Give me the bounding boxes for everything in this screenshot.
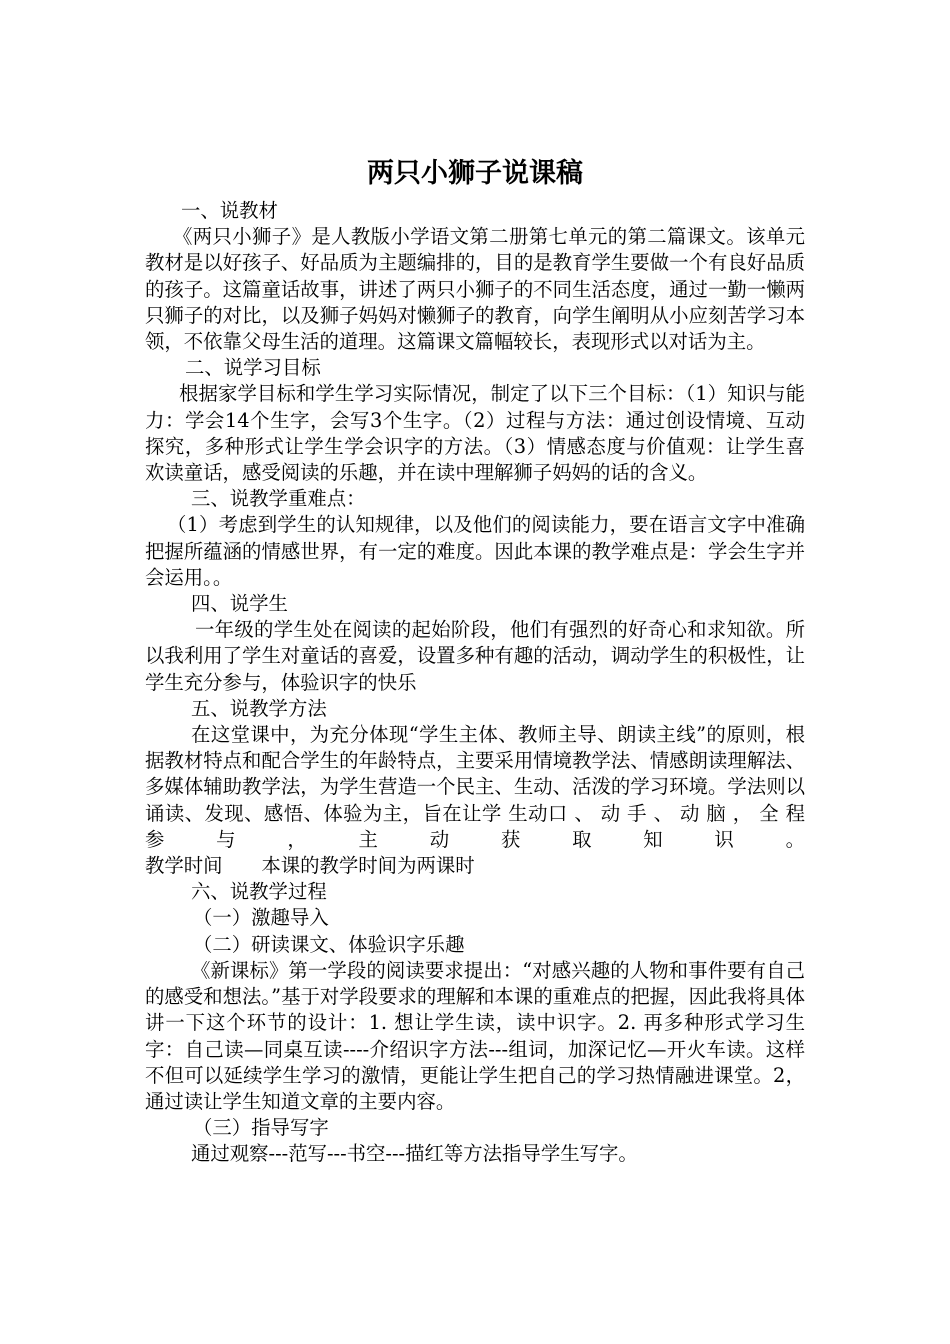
section-heading-key-points: 三、说教学重难点： — [191, 487, 366, 511]
subsection-heading-writing: （三）指导写字 — [193, 1116, 329, 1140]
section-heading-students: 四、说学生 — [191, 592, 288, 616]
document-title: 两只小狮子说课稿 — [367, 158, 583, 189]
section-heading-textbook: 一、说教材 — [181, 199, 278, 222]
section-heading-objectives: 二、说学习目标 — [185, 356, 321, 380]
document-body — [145, 198, 805, 1168]
section-heading-methods: 五、说教学方法 — [191, 696, 327, 720]
paragraph-methods: 在这堂课中，为充分体现“学生主体、教师主导、朗读主线”的原则，根据教材特点和配合学生的年龄特点，主要采用情境教学法、情感朗读理解法、多媒体辅助教学法，为学生营造一个民主、生动、活泼的学习环境。学法则以诵读、发现、感悟、体验为主，旨在让学 生动口 、 动 手 、 动 脑 ， 全 程 参 与 ， 主 动 获 取 知 识 。 — [145, 723, 805, 851]
paragraph-textbook: 《两只小狮子》是人教版小学语文第二册第七单元的第二篇课文。该单元教材是以好孩子、好品质为主题编排的，目的是教育学生要做一个有良好品质的孩子。这篇童话故事，讲述了两只小狮子的不同生活态度，通过一勤一懒两只狮子的对比，以及狮子妈妈对懒狮子的教育，向学生阐明从小应刻苦学习本领，不依靠父母生活的道理。这篇课文篇幅较长，表现形式以对话为主。 — [145, 225, 805, 354]
section-heading-process: 六、说教学过程 — [191, 880, 327, 904]
paragraph-teaching-time: 教学时间 本课的教学时间为两课时 — [145, 854, 475, 878]
paragraph-objectives: 根据家学目标和学生学习实际情况，制定了以下三个目标：（1）知识与能力：学会14个生字，会写3个生字。（2）过程与方法：通过创设情境、互动探究，多种形式让学生学会识字的方法。（3）情感态度与价值观：让学生喜欢读童话，感受阅读的乐趣，并在读中理解狮子妈妈的话的含义。 — [145, 382, 805, 485]
paragraph-writing: 通过观察---范写---书空---描红等方法指导学生写字。 — [191, 1142, 638, 1166]
paragraph-reading: 《新课标》第一学段的阅读要求提出：“对感兴趣的人物和事件要有自己的感受和想法。”基于对学段要求的理解和本课的重难点的把握，因此我将具体讲一下这个环节的设计：1. 想让学生读，读中识字。2. 再多种形式学习生字：自己读—同桌互读----介绍识字方法---组词，加深记忆—开火车读。这样不但可以延续学生学习的激情，更能让学生把自己的学习热情融进课堂。2，通过读让学生知道文章的主要内容。 — [145, 958, 805, 1113]
subsection-heading-reading: （二）研读课文、体验识字乐趣 — [193, 932, 465, 956]
paragraph-key-points: （1）考虑到学生的认知规律，以及他们的阅读能力，要在语言文字中准确把握所蕴涵的情感世界，有一定的难度。因此本课的教学难点是：学会生字并会运用。。 — [145, 513, 805, 589]
subsection-heading-intro: （一）激趣导入 — [193, 906, 329, 930]
paragraph-students: 一年级的学生处在阅读的起始阶段，他们有强烈的好奇心和求知欲。所以我利用了学生对童话的喜爱，设置多种有趣的活动，调动学生的积极性，让学生充分参与，体验识字的快乐 — [145, 618, 805, 694]
